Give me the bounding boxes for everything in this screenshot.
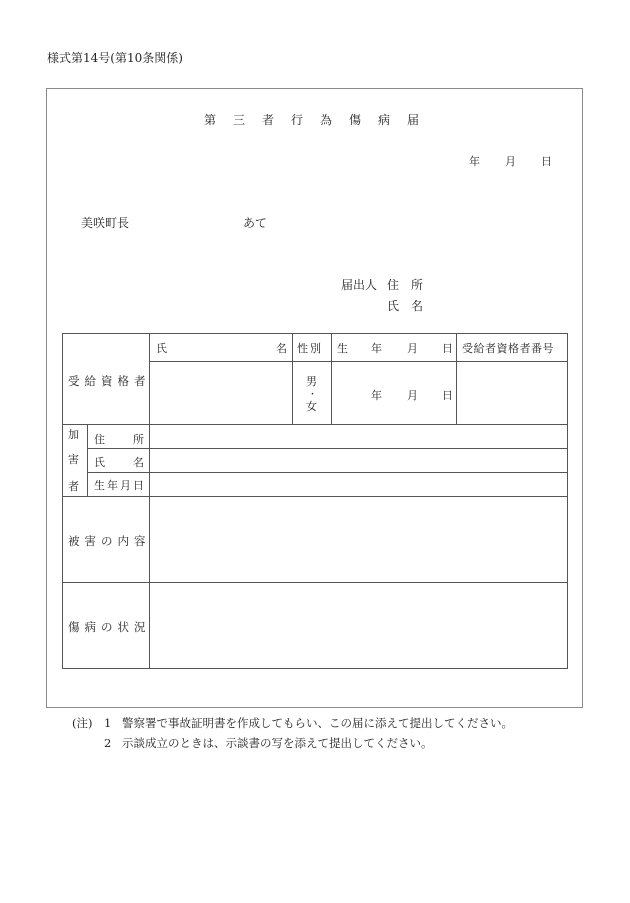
date-year: 年 bbox=[469, 155, 480, 168]
perp-dob-field[interactable] bbox=[150, 473, 567, 496]
notes-label: (注) bbox=[72, 716, 93, 730]
beneficiary-number-field[interactable] bbox=[457, 362, 567, 424]
perp-name-field[interactable] bbox=[150, 449, 567, 472]
injury-report-table bbox=[62, 333, 567, 668]
damage-field[interactable] bbox=[150, 497, 567, 582]
dob-day: 日 bbox=[442, 389, 453, 402]
title-char: 為 bbox=[320, 113, 333, 127]
perp-address-left: 住 bbox=[94, 433, 105, 446]
header-sex: 性別 bbox=[297, 342, 323, 355]
beneficiary-name-field[interactable] bbox=[150, 362, 292, 424]
beneficiary-label: 受給資格者 bbox=[68, 374, 151, 388]
header-dob-month: 月 bbox=[407, 342, 418, 355]
title-char: 病 bbox=[378, 113, 391, 127]
perp-address-right: 所 bbox=[133, 433, 144, 446]
note-number: 1 bbox=[104, 716, 112, 730]
header-name-right: 名 bbox=[276, 342, 287, 355]
notes-label-spacer bbox=[72, 733, 104, 753]
title-char: 三 bbox=[233, 113, 246, 127]
sex-option-male[interactable]: 男 bbox=[306, 375, 317, 388]
sex-column-line bbox=[292, 333, 293, 424]
table-border-top bbox=[62, 333, 567, 334]
note-text: 警察署で事故証明書を作成してもらい、この届に添えて提出してください。 bbox=[122, 716, 513, 730]
header-dob-day: 日 bbox=[442, 342, 453, 355]
date-month: 月 bbox=[505, 155, 516, 168]
note-text: 示談成立のときは、示談書の写を添えて提出してください。 bbox=[122, 736, 433, 750]
note-number: 2 bbox=[104, 736, 112, 750]
perp-subcolumn-line bbox=[87, 424, 88, 496]
perp-dob-label: 生年月日 bbox=[94, 479, 146, 492]
title-char: 第 bbox=[204, 113, 217, 127]
perp-label-char: 加 bbox=[68, 428, 79, 441]
title-char: 届 bbox=[407, 113, 420, 127]
perp-name-left: 氏 bbox=[94, 456, 105, 469]
perp-address-field[interactable] bbox=[150, 425, 567, 448]
perp-name-right: 名 bbox=[133, 456, 144, 469]
table-border-left bbox=[62, 333, 63, 668]
applicant-label: 届出人 bbox=[341, 278, 378, 292]
applicant-name-label: 氏 名 bbox=[387, 299, 424, 313]
form-number: 様式第14号(第10条関係) bbox=[47, 51, 183, 65]
addressee: 美咲町長 bbox=[81, 216, 130, 230]
damage-label: 被害の内容 bbox=[68, 534, 151, 548]
form-title bbox=[204, 111, 436, 128]
perp-label-char: 害 bbox=[68, 453, 79, 466]
sex-option-female[interactable]: 女 bbox=[306, 400, 317, 413]
title-char: 行 bbox=[291, 113, 304, 127]
table-border-right bbox=[567, 333, 568, 669]
header-beneficiary-number: 受給者資格者番号 bbox=[462, 342, 554, 355]
table-border-bottom bbox=[62, 668, 567, 669]
dob-column-line bbox=[331, 333, 332, 424]
header-name-left: 氏 bbox=[156, 342, 167, 355]
date-day: 日 bbox=[541, 155, 552, 168]
header-dob-birth: 生 bbox=[337, 342, 348, 355]
addressee-suffix: あて bbox=[243, 216, 268, 230]
notes bbox=[72, 713, 513, 753]
perp-label-char: 者 bbox=[68, 480, 79, 493]
injury-field[interactable] bbox=[150, 583, 567, 668]
sex-option-separator: ・ bbox=[308, 390, 318, 400]
title-char: 者 bbox=[262, 113, 275, 127]
dob-year: 年 bbox=[371, 389, 382, 402]
applicant-address-label: 住 所 bbox=[387, 278, 424, 292]
title-char: 傷 bbox=[349, 113, 362, 127]
note-2 bbox=[72, 733, 513, 753]
injury-label: 傷病の状況 bbox=[68, 620, 151, 634]
header-dob-year: 年 bbox=[371, 342, 382, 355]
submission-date[interactable] bbox=[469, 153, 552, 169]
note-1 bbox=[72, 713, 513, 733]
dob-month: 月 bbox=[407, 389, 418, 402]
